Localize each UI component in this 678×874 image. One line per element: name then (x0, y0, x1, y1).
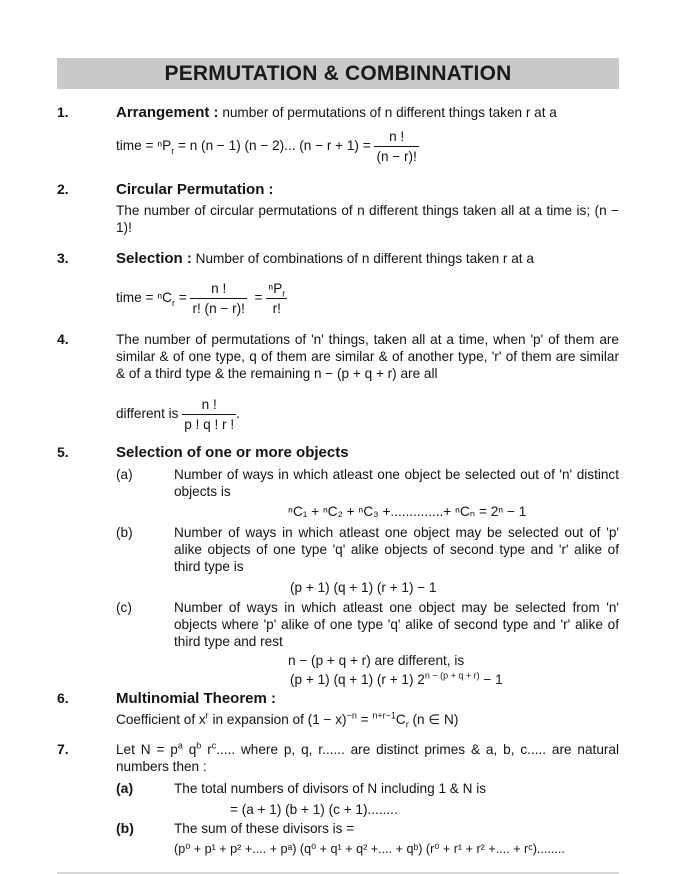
fraction-denominator: r! (266, 298, 287, 317)
item-heading: Selection of one or more objects (116, 444, 349, 461)
fraction (266, 280, 287, 317)
subitem-label: (a) (116, 780, 134, 796)
page-title: PERMUTATION & COMBINNATION (164, 62, 512, 85)
item-text: Coefficient of $x^r$ in expansion of $(1 - x)^{-n} = ^{n+r-1}C_r$ (n ∈ N) (116, 710, 459, 730)
formula-symbol: ⁿP (157, 138, 172, 154)
formula-expansion: = n (n − 1) (n − 2)... (n − r + 1) = (178, 138, 371, 154)
item-number: 1. (57, 104, 69, 120)
subitem-formula-line: n − (p + q + r) are different, is (288, 653, 465, 668)
item-number: 5. (57, 444, 69, 460)
item-3-formula: time = ⁿC$_r$ = $\frac{n !}{r! (n - r)!}$ = $\frac{^nP_r}{r!}$ (116, 281, 286, 316)
subitem-formula: (p⁰ + p¹ + p² +.... + pᵃ) (q⁰ + q¹ + q² +.... + qᵇ) (r⁰ + r¹ + r² +.... + rᶜ)........ (174, 842, 565, 856)
fraction-denominator: p ! q ! r ! (182, 414, 236, 433)
item-1-line (116, 104, 557, 121)
fraction-denominator: (n − r)! (374, 146, 418, 165)
formula-prefix: time = (116, 290, 154, 306)
fraction-numerator: ⁿP$_r$ (268, 281, 286, 299)
subitem-formula: ⁿC₁ + ⁿC₂ + ⁿC₃ +..............+ ⁿCₙ = 2ⁿ − 1 (288, 504, 527, 519)
formula-prefix: time = (116, 138, 154, 154)
item-4-formula: different is $\frac{n !}{p ! q ! r !}$ . (116, 397, 240, 432)
item-text: Let $N = p^a$ $q^b$ $r^c$..... where p, q, r...... are distinct primes & a, b, c..... are natural numbers then : (116, 740, 619, 774)
subitem-label: (a) (116, 467, 133, 482)
fraction-denominator: r! (n − r)! (190, 298, 247, 317)
item-heading: Arrangement : (116, 104, 219, 121)
subitem-label: (b) (116, 525, 133, 540)
subitem-formula-line: (p + 1) (q + 1) (r + 1) $2^{n - (p + q + r)} - 1$ (290, 670, 503, 687)
item-text: The number of circular permutations of n different things taken all at a time is; (n − 1)! (116, 203, 619, 235)
subitem-label: (c) (116, 600, 132, 615)
item-text: The number of permutations of 'n' things, taken all at a time, when 'p' of them are similar & of one type, q of them are similar & of another type, 'r' of them are similar & of a third type & the remaining n − (p + q + r) are all (116, 332, 619, 381)
item-number: 6. (57, 690, 69, 706)
item-number: 7. (57, 741, 69, 757)
item-text: number of permutations of n different things taken r at a (222, 105, 557, 120)
item-heading: Multinomial Theorem : (116, 690, 277, 707)
item-heading: Circular Permutation : (116, 181, 274, 198)
formula-prefix: different is (116, 406, 179, 422)
fraction (182, 396, 236, 433)
subitem-formula: = (a + 1) (b + 1) (c + 1)........ (230, 802, 398, 817)
formula-sub: r (171, 297, 175, 308)
subitem-formula: (p + 1) (q + 1) (r + 1) − 1 (290, 580, 437, 595)
item-number: 2. (57, 181, 69, 197)
fraction (190, 280, 247, 317)
fraction-numerator: n ! (389, 129, 405, 144)
subitem-text: The total numbers of divisors of N including 1 & N is (174, 781, 487, 796)
subitem-text: Number of ways in which atleast one object be selected out of 'n' distinct objects is (174, 467, 619, 499)
formula-symbol: ⁿC (157, 290, 172, 306)
item-1-formula (116, 128, 419, 165)
subitem-text: Number of ways in which atleast one object may be selected from 'n' objects where 'p' alike of one type 'q' alike of second type and 'r' alike of third type and rest (174, 600, 619, 649)
item-heading: Selection : (116, 250, 192, 267)
fraction-numerator: n ! (211, 281, 227, 296)
title-bar (57, 58, 619, 89)
subitem-text: Number of ways in which atleast one object may be selected out of 'p' alike objects of one type 'q' alike objects of second type and 'r' alike of third type is (174, 525, 619, 574)
item-3-line (116, 250, 534, 267)
item-number: 4. (57, 331, 69, 347)
fraction (374, 128, 418, 165)
subitem-text: The sum of these divisors is = (174, 821, 355, 836)
formula-sub: r (171, 145, 175, 156)
fraction-numerator: n ! (201, 397, 217, 412)
item-number: 3. (57, 250, 69, 266)
subitem-label: (b) (116, 820, 134, 836)
item-text: Number of combinations of n different things taken r at a (195, 251, 534, 266)
